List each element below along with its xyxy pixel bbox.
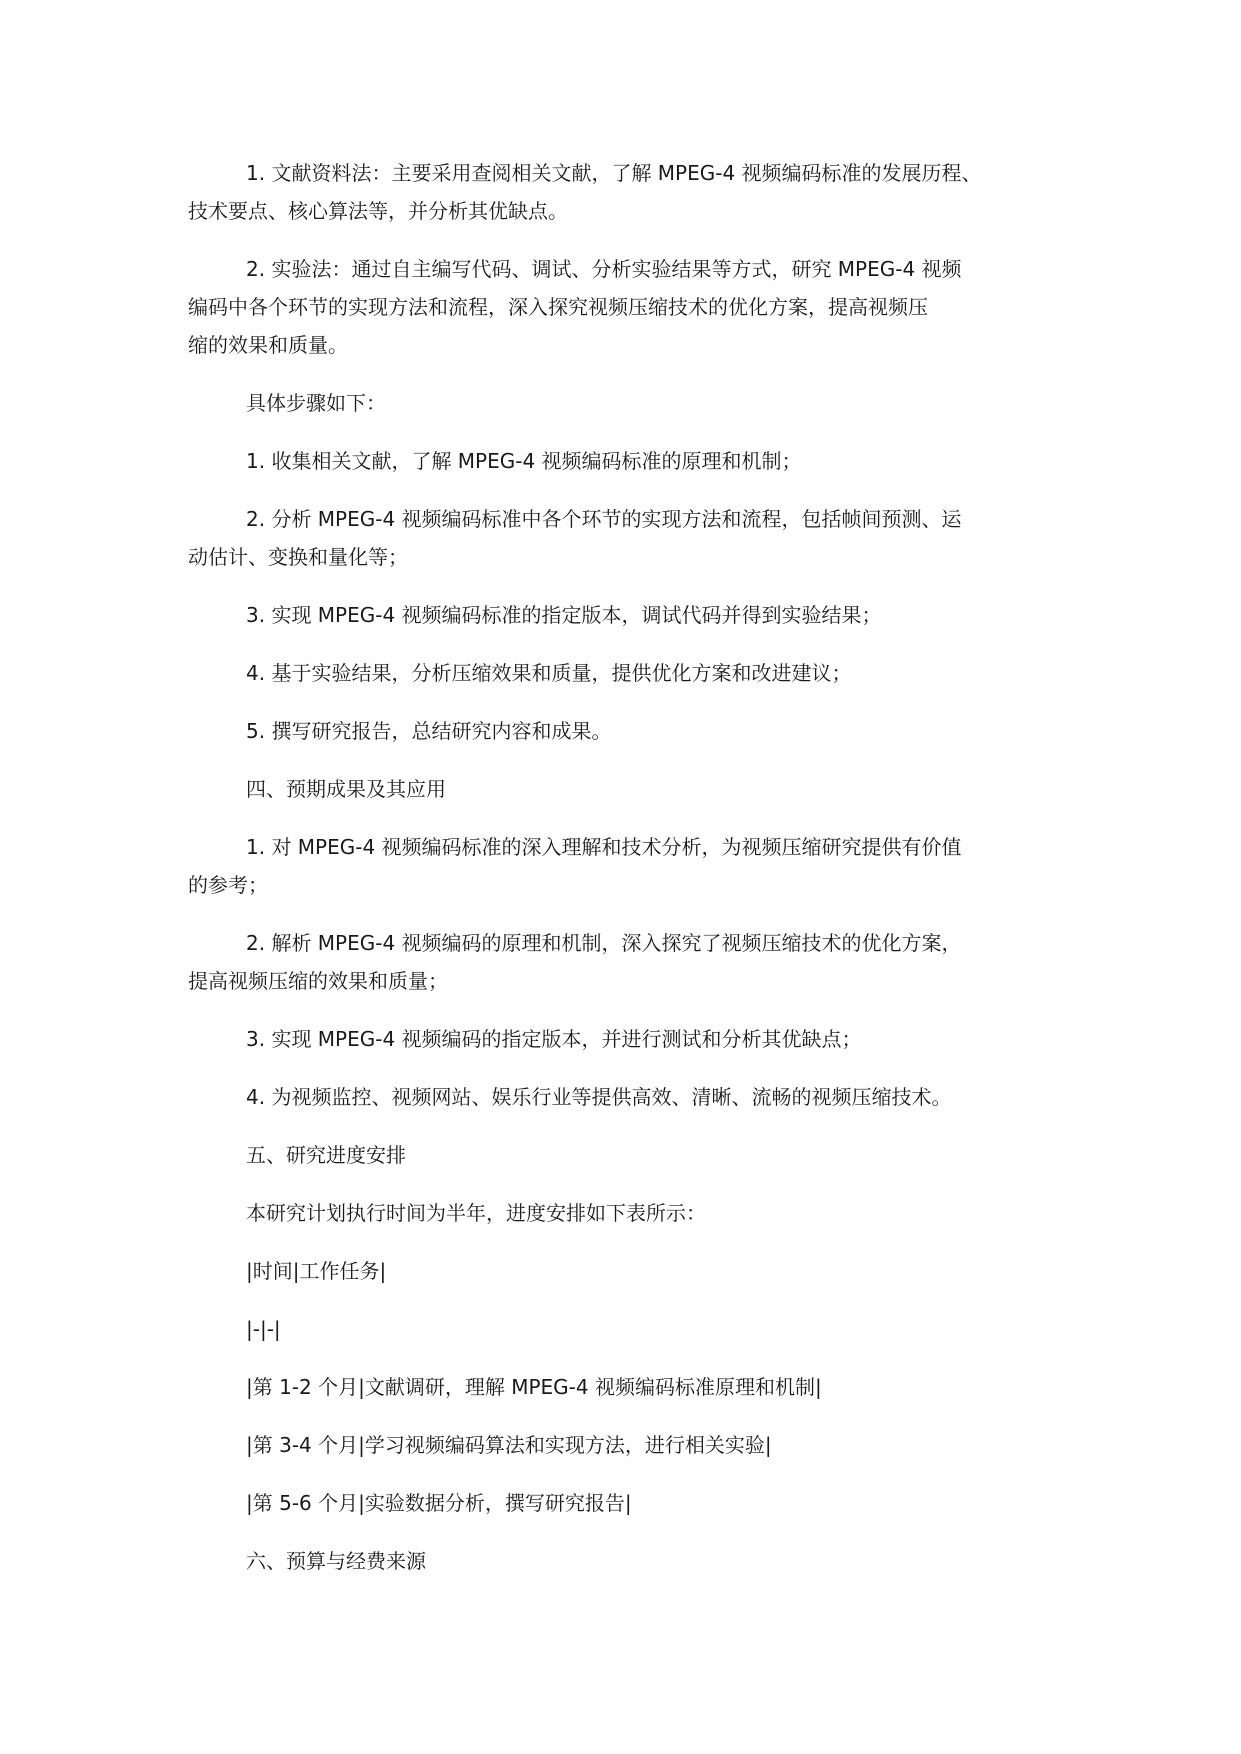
text-line: 3. 实现 MPEG-4 视频编码标准的指定版本，调试代码并得到实验结果；	[246, 603, 882, 627]
table-separator-row	[188, 1310, 1068, 1348]
table-row	[188, 1368, 1068, 1406]
section-heading-schedule	[188, 1136, 1068, 1174]
paragraph-result-4	[188, 1078, 1068, 1116]
paragraph-step-5	[188, 712, 1068, 750]
text-line: 提高视频压缩的效果和质量；	[188, 969, 448, 993]
text-line: 具体步骤如下：	[246, 391, 386, 415]
text-line: 缩的效果和质量。	[188, 333, 348, 357]
text-line: 动估计、变换和量化等；	[188, 545, 408, 569]
paragraph-method-experiment	[188, 250, 1068, 364]
text-line: 2. 分析 MPEG-4 视频编码标准中各个环节的实现方法和流程，包括帧间预测、运	[246, 507, 962, 531]
table-row	[188, 1426, 1068, 1464]
text-line: |时间|工作任务|	[246, 1259, 387, 1283]
text-line: |第 5-6 个月|实验数据分析，撰写研究报告|	[246, 1491, 632, 1515]
paragraph-step-3	[188, 596, 1068, 634]
text-line: 本研究计划执行时间为半年，进度安排如下表所示：	[246, 1201, 706, 1225]
text-line: 2. 解析 MPEG-4 视频编码的原理和机制，深入探究了视频压缩技术的优化方案，	[246, 931, 962, 955]
text-line: 3. 实现 MPEG-4 视频编码的指定版本，并进行测试和分析其优缺点；	[246, 1027, 862, 1051]
paragraph-steps-intro	[188, 384, 1068, 422]
table-header-row	[188, 1252, 1068, 1290]
section-heading-expected-results	[188, 770, 1068, 808]
text-line: 1. 对 MPEG-4 视频编码标准的深入理解和技术分析，为视频压缩研究提供有价值	[246, 835, 962, 859]
heading-text: 四、预期成果及其应用	[246, 777, 446, 801]
text-line: |第 1-2 个月|文献调研，理解 MPEG-4 视频编码标准原理和机制|	[246, 1375, 822, 1399]
text-line: |第 3-4 个月|学习视频编码算法和实现方法，进行相关实验|	[246, 1433, 772, 1457]
text-line: 1. 文献资料法：主要采用查阅相关文献，了解 MPEG-4 视频编码标准的发展历程、	[246, 161, 982, 185]
text-line: 2. 实验法：通过自主编写代码、调试、分析实验结果等方式，研究 MPEG-4 视频	[246, 257, 962, 281]
paragraph-step-2	[188, 500, 1068, 576]
heading-text: 五、研究进度安排	[246, 1143, 406, 1167]
document-body	[188, 154, 1068, 1600]
table-row	[188, 1484, 1068, 1522]
text-line: 5. 撰写研究报告，总结研究内容和成果。	[246, 719, 612, 743]
text-line: |-|-|	[246, 1317, 281, 1341]
paragraph-step-1	[188, 442, 1068, 480]
section-heading-budget	[188, 1542, 1068, 1580]
heading-text: 六、预算与经费来源	[246, 1549, 426, 1573]
paragraph-result-3	[188, 1020, 1068, 1058]
text-line: 编码中各个环节的实现方法和流程，深入探究视频压缩技术的优化方案，提高视频压	[188, 295, 928, 319]
paragraph-schedule-intro	[188, 1194, 1068, 1232]
text-line: 的参考；	[188, 873, 268, 897]
paragraph-method-literature	[188, 154, 1068, 230]
text-line: 技术要点、核心算法等，并分析其优缺点。	[188, 199, 568, 223]
text-line: 1. 收集相关文献，了解 MPEG-4 视频编码标准的原理和机制；	[246, 449, 802, 473]
text-line: 4. 为视频监控、视频网站、娱乐行业等提供高效、清晰、流畅的视频压缩技术。	[246, 1085, 952, 1109]
text-line: 4. 基于实验结果，分析压缩效果和质量，提供优化方案和改进建议；	[246, 661, 852, 685]
paragraph-result-1	[188, 828, 1068, 904]
paragraph-step-4	[188, 654, 1068, 692]
paragraph-result-2	[188, 924, 1068, 1000]
